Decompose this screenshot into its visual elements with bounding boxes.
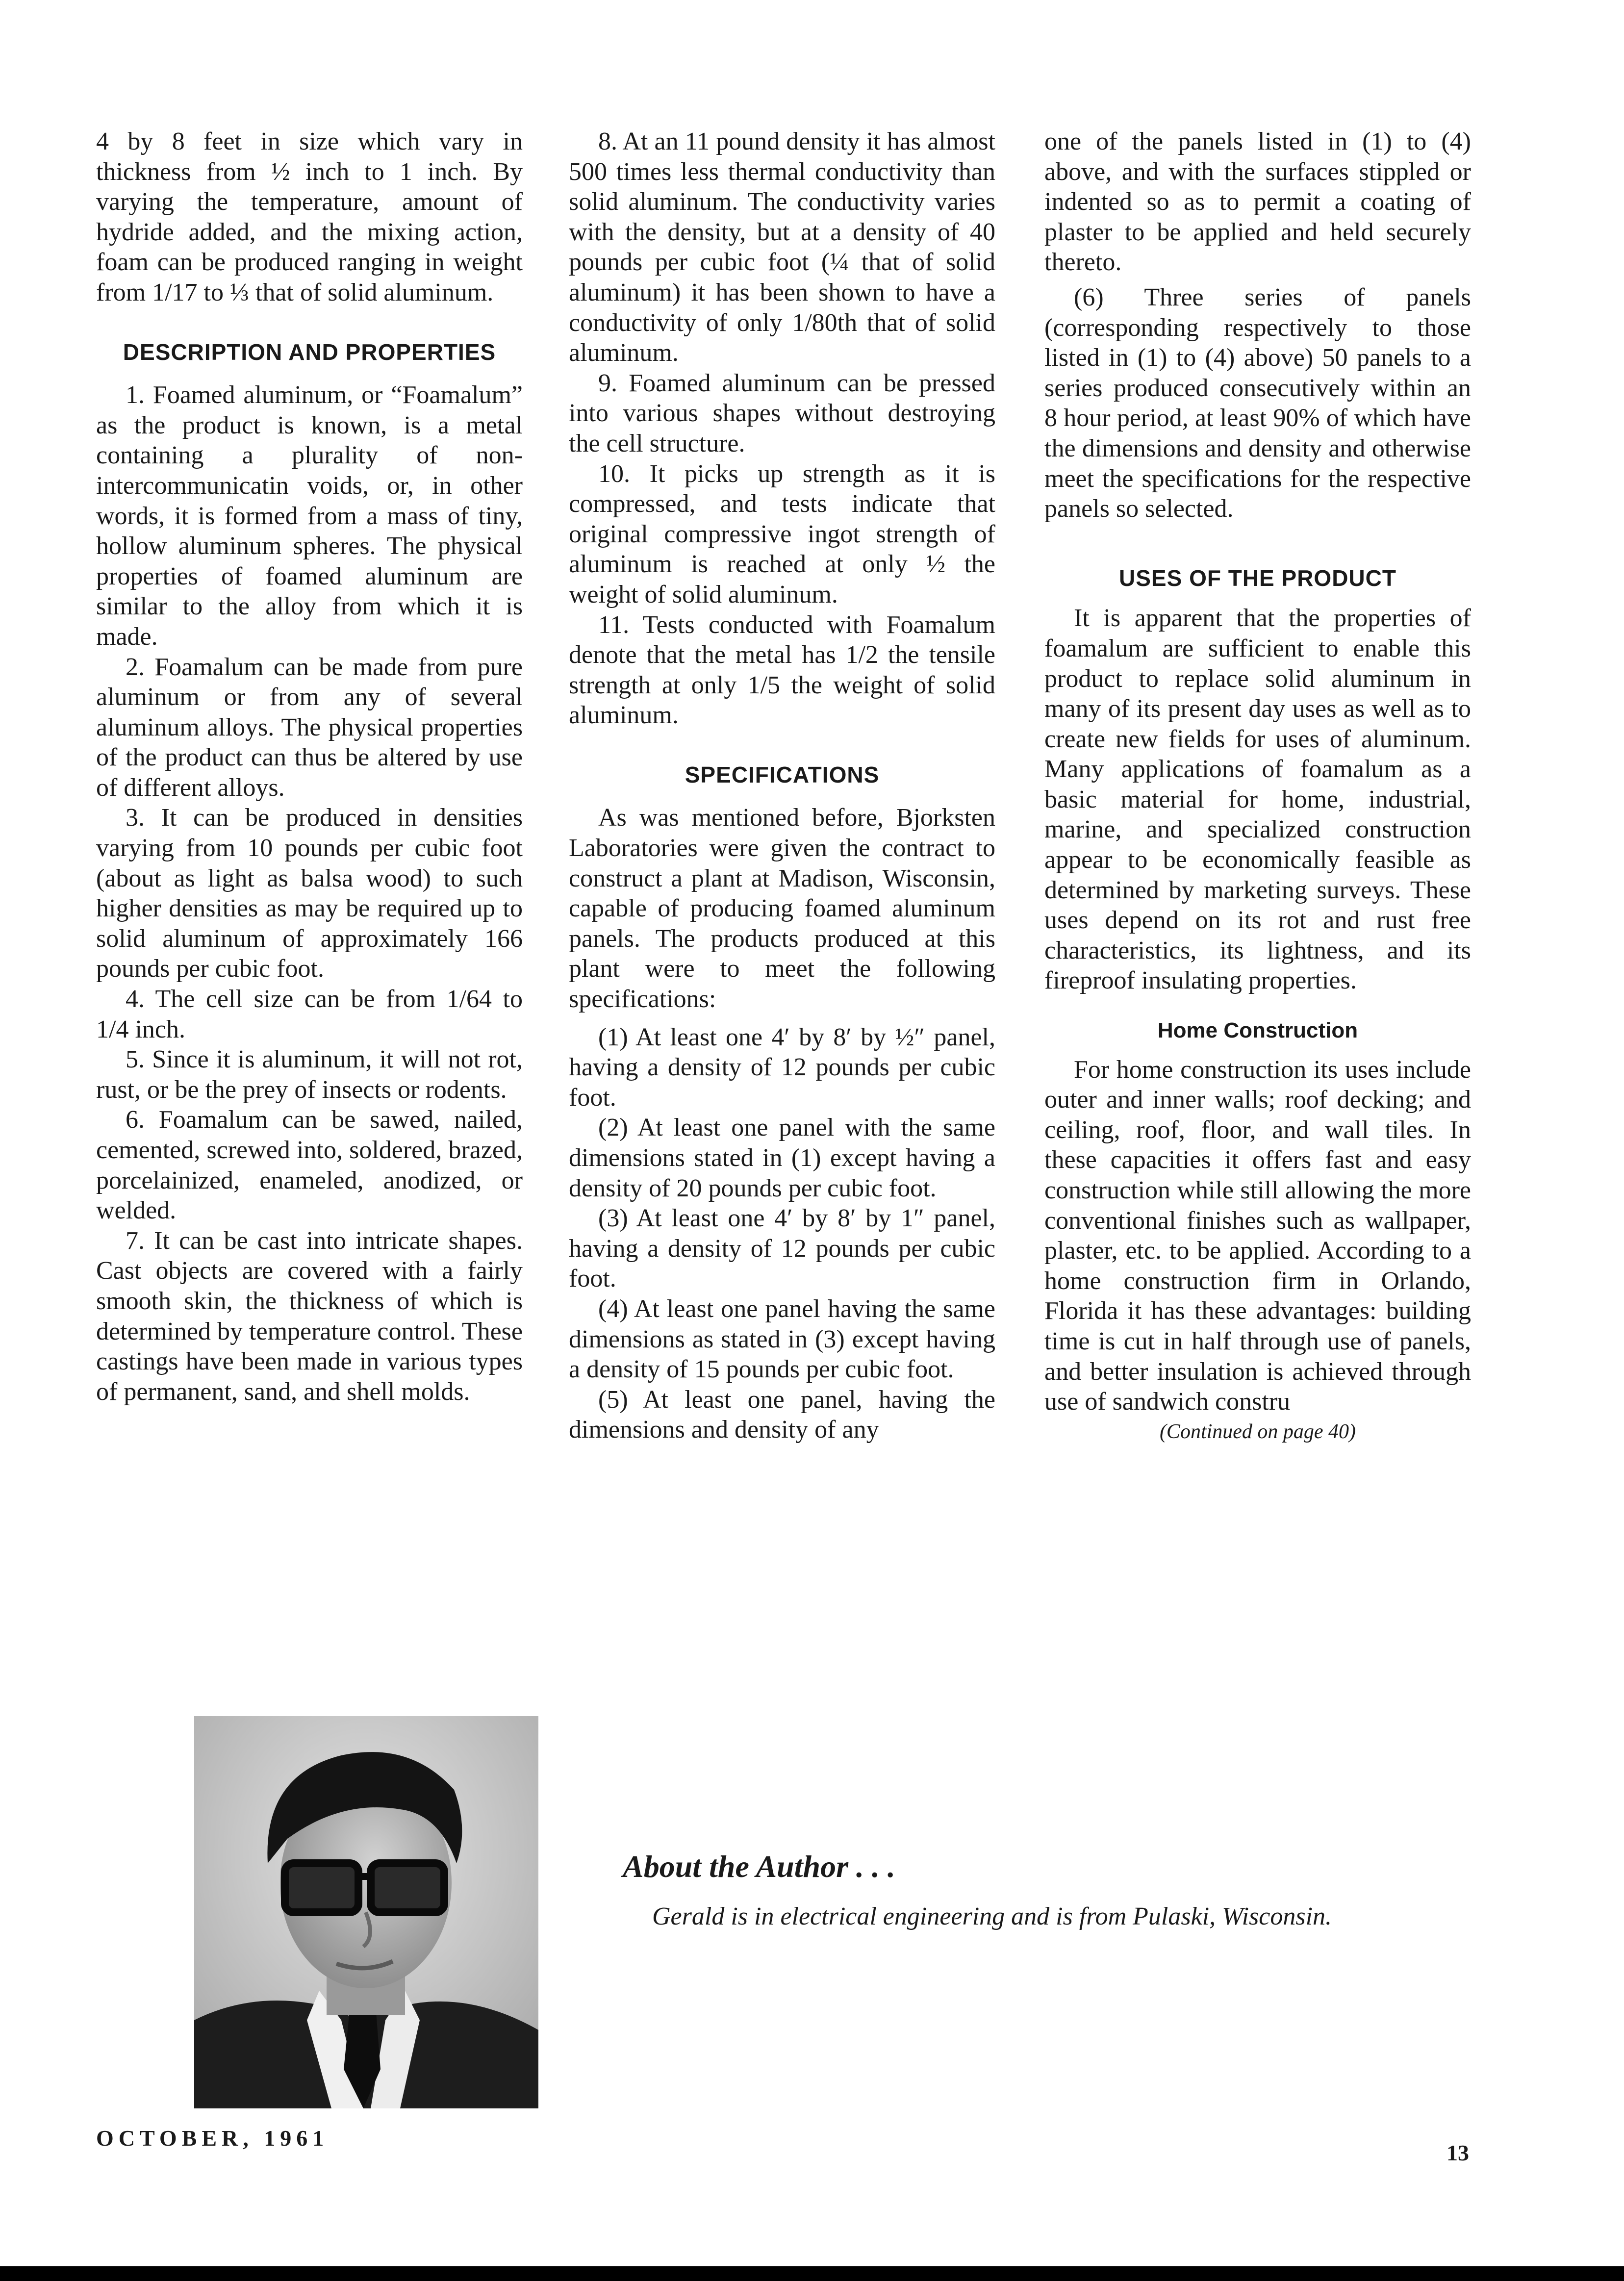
list-item: 2. Foamalum can be made from pure aluminum or from any of several aluminum alloys. The physical properties of the product can thus be altered by use of different alloys. xyxy=(96,653,523,802)
spec-item: (1) At least one 4′ by 8′ by ½″ panel, having a density of 12 pounds per cubic foot. xyxy=(569,1023,995,1112)
list-item: 5. Since it is aluminum, it will not rot, rust, or be the prey of insects or rodents. xyxy=(96,1045,523,1104)
scan-border xyxy=(0,2266,1624,2281)
list-item: 9. Foamed aluminum can be pressed into various shapes without destroying the cell structure. xyxy=(569,369,995,457)
list-item: 10. It picks up strength as it is compressed, and tests indicate that original compressive ingot strength of aluminum is reached at only ½ the weight of solid aluminum. xyxy=(569,459,995,608)
spec-item: (3) At least one 4′ by 8′ by 1″ panel, having a density of 12 pounds per cubic foot. xyxy=(569,1204,995,1293)
paragraph: 4 by 8 feet in size which vary in thickness from ½ inch to 1 inch. By varying the temperature, amount of hydride added, and the mixing action, foam can be produced ranging in weight from 1/17 to ⅓ that of solid aluminum. xyxy=(96,127,523,306)
about-the-author-heading: About the Author . . . xyxy=(623,1849,896,1884)
list-item: 7. It can be cast into intricate shapes. Cast objects are covered with a fairly smooth skin, the thickness of which is determined by temperature control. These castings have been made in various types of permanent, sand, and shell molds. xyxy=(96,1226,523,1406)
section-heading-uses: USES OF THE PRODUCT xyxy=(1119,565,1396,591)
issue-date: OCTOBER, 1961 xyxy=(96,2126,329,2151)
paragraph: For home construction its uses include outer and inner walls; roof decking; and ceiling, roof, floor, and wall tiles. In these capacities it offers fast and easy construction while still allowing the more conventional finishes such as wallpaper, plaster, etc. to be applied. According to a home construction firm in Orlando, Florida it has these advantages: building time is cut in half through use of panels, and better insulation is achieved through use of sandwich constru xyxy=(1044,1055,1471,1416)
spec-item: (4) At least one panel having the same dimensions as stated in (3) except having a density of 15 pounds per cubic foot. xyxy=(569,1294,995,1384)
column-2 xyxy=(569,127,995,1445)
paragraph: It is apparent that the properties of foamalum are sufficient to enable this product to replace solid aluminum in many of its present day uses as well as to create new fields for uses of aluminum. Many applications of foamalum as a basic material for home, industrial, marine, and specialized construction appear to be economically feasible as determined by marketing surveys. These uses depend on its rot and rust free characteristics, its lightness, and its fireproof insulating properties. xyxy=(1044,604,1471,995)
page-number: 13 xyxy=(1446,2140,1469,2165)
list-item: 6. Foamalum can be sawed, nailed, cemented, screwed into, soldered, brazed, porcelainized, enameled, anodized, or welded. xyxy=(96,1106,523,1225)
paragraph: one of the panels listed in (1) to (4) above, and with the surfaces stippled or indented so as to permit a coating of plaster to be applied and held securely thereto. xyxy=(1044,127,1471,277)
list-item: 8. At an 11 pound density it has almost 500 times less thermal conductivity than solid aluminum. The conductivity varies with the density, but at a density of 40 pounds per cubic foot (¼ that of solid aluminum) it has been shown to have a conductivity of only 1/80th that of solid aluminum. xyxy=(569,127,995,367)
spec-item: (2) At least one panel with the same dimensions stated in (1) except having a density of 20 pounds per cubic foot. xyxy=(569,1114,995,1202)
section-heading-specifications: SPECIFICATIONS xyxy=(685,761,880,787)
paragraph: (6) Three series of panels (corresponding respectively to those listed in (1) to (4) above) 50 panels to a series produced consecutively within an 8 hour period, at least 90% of which have the dimensions and density and otherwise meet the specifications for the respective panels so selected. xyxy=(1044,283,1471,523)
column-1 xyxy=(96,127,523,1407)
column-3 xyxy=(1044,127,1471,1447)
list-item: 3. It can be produced in densities varying from 10 pounds per cubic foot (about as light as balsa wood) to such higher densities as may be required up to solid aluminum of approximately 166 pounds per cubic foot. xyxy=(96,804,523,983)
spec-item: (5) At least one panel, having the dimensions and density of any xyxy=(569,1385,995,1444)
list-item: 11. Tests conducted with Foamalum denote that the metal has 1/2 the tensile strength at only 1/5 the weight of solid aluminum. xyxy=(569,610,995,730)
subheading-home-construction: Home Construction xyxy=(1157,1018,1358,1043)
paragraph: As was mentioned before, Bjorksten Laboratories were given the contract to construct a plant at Madison, Wisconsin, capable of producing foamed aluminum panels. The products produced at this plant were to meet the following specifications: xyxy=(569,804,995,1014)
section-heading-description: DESCRIPTION AND PROPERTIES xyxy=(123,339,496,365)
list-item: 1. Foamed aluminum, or “Foamalum” as the product is known, is a metal containing a plurality of non-intercommunicatin voids, or, in other words, it is formed from a mass of tiny, hollow aluminum spheres. The physical properties of foamed aluminum are similar to the alloy from which it is made. xyxy=(96,381,523,651)
author-photo xyxy=(194,1716,538,2108)
continued-note: (Continued on page 40) xyxy=(1159,1420,1356,1443)
list-item: 4. The cell size can be from 1/64 to 1/4 inch. xyxy=(96,985,523,1043)
author-bio: Gerald is in electrical engineering and is from Pulaski, Wisconsin. xyxy=(652,1902,1332,1930)
